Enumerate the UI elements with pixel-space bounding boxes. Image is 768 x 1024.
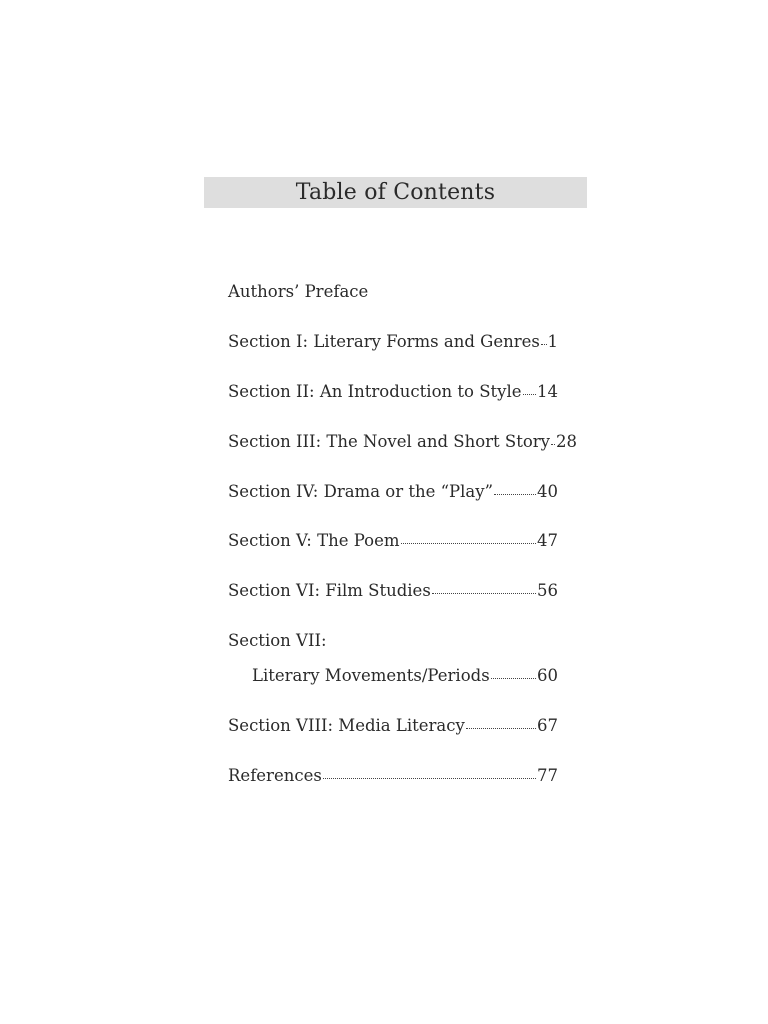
toc-entry-section-3 — [228, 432, 577, 456]
toc-entry-section-6 — [228, 581, 558, 605]
dot-leader — [494, 494, 536, 495]
dot-leader — [323, 778, 536, 779]
toc-entry-section-1 — [228, 332, 558, 356]
dot-leader — [491, 678, 536, 679]
dot-leader — [432, 593, 536, 594]
toc-entry-section-7 — [228, 666, 558, 690]
toc-entry-label: Section IV: Drama or the “Play” — [228, 482, 494, 501]
toc-entry-label: Section VI: Film Studies — [228, 581, 431, 600]
toc-entry-page: 77 — [537, 766, 558, 785]
toc-entry-label: Section II: An Introduction to Style — [228, 382, 522, 401]
toc-entry-page: 56 — [537, 581, 558, 600]
toc-entry-page: 40 — [537, 482, 558, 501]
dot-leader — [523, 394, 537, 395]
toc-entry-page: 14 — [537, 382, 558, 401]
toc-entry-references — [228, 766, 558, 790]
toc-entry-label: Literary Movements/Periods — [252, 666, 490, 685]
dot-leader — [551, 444, 555, 445]
toc-entry-label: References — [228, 766, 322, 785]
toc-entry-page: 28 — [555, 432, 577, 451]
toc-title-bar — [204, 177, 587, 208]
toc-entry-label: Section VII: — [228, 631, 327, 650]
toc-entry-section-2 — [228, 382, 558, 406]
toc-entry-section-7-heading — [228, 631, 558, 655]
dot-leader — [541, 344, 547, 345]
toc-entry-label: Authors’ Preface — [228, 282, 369, 301]
toc-entry-page: 1 — [547, 332, 558, 351]
toc-entry-label: Section I: Literary Forms and Genres — [228, 332, 540, 351]
toc-entry-label: Section V: The Poem — [228, 531, 400, 550]
toc-entry-authors-preface — [228, 282, 558, 306]
toc-entry-section-5 — [228, 531, 558, 555]
toc-entry-label: Section VIII: Media Literacy — [228, 716, 465, 735]
dot-leader — [466, 728, 536, 729]
dot-leader — [401, 543, 536, 544]
toc-entry-label: Section III: The Novel and Short Story — [228, 432, 550, 451]
toc-entry-page: 67 — [537, 716, 558, 735]
toc-entry-page: 47 — [537, 531, 558, 550]
page-title: Table of Contents — [295, 179, 496, 205]
toc-entry-section-8 — [228, 716, 558, 740]
toc-entry-section-4 — [228, 482, 558, 506]
toc-entry-page: 60 — [537, 666, 558, 685]
